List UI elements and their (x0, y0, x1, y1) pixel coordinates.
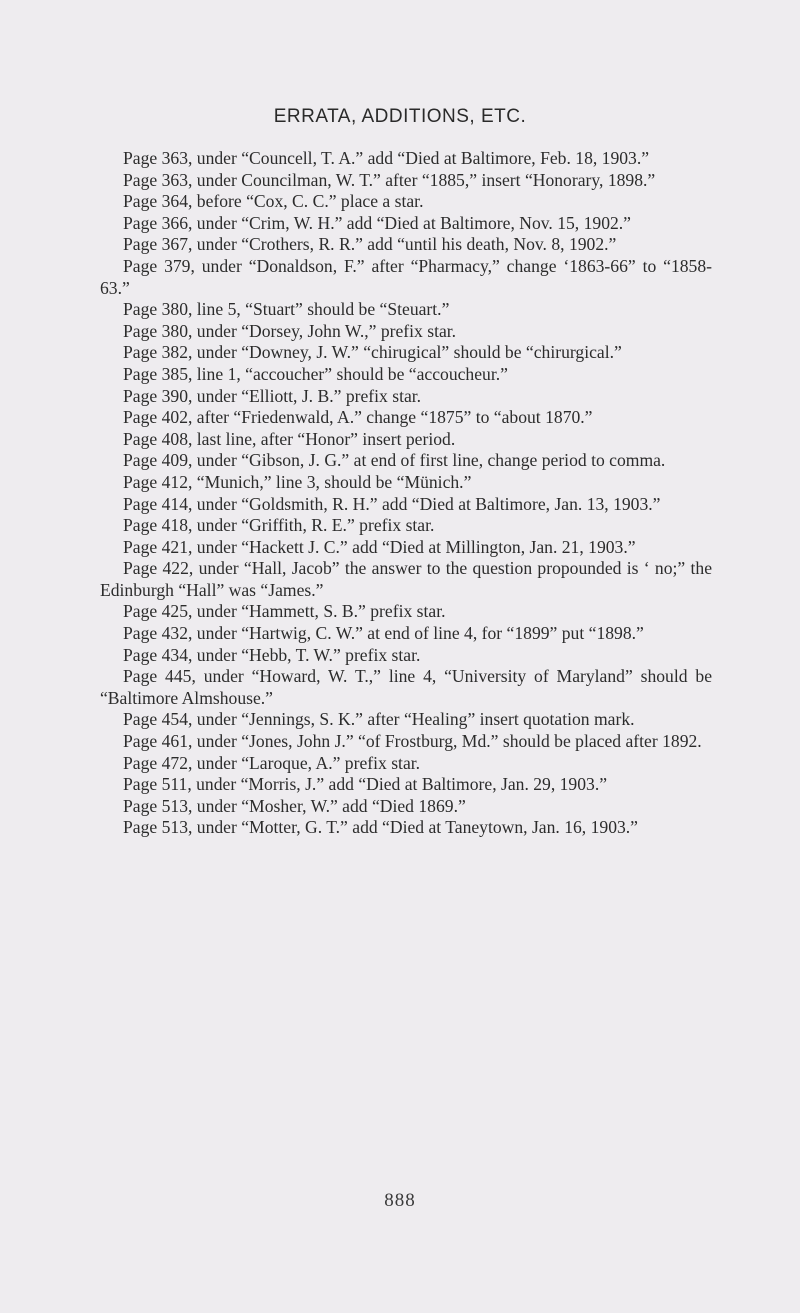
errata-entry: Page 379, under “Donaldson, F.” after “Pharmacy,” change ‘1863-66” to “1858-63.” (100, 255, 712, 298)
errata-entry: Page 364, before “Cox, C. C.” place a star. (123, 191, 424, 212)
errata-entry: Page 513, under “Motter, G. T.” add “Died at Taneytown, Jan. 16, 1903.” (123, 817, 638, 838)
errata-entry: Page 414, under “Goldsmith, R. H.” add “Died at Baltimore, Jan. 13, 1903.” (123, 493, 661, 514)
running-head: ERRATA, ADDITIONS, ETC. (273, 106, 527, 127)
errata-entry: Page 380, line 5, “Stuart” should be “Steuart.” (123, 299, 450, 320)
errata-entry: Page 367, under “Crothers, R. R.” add “until his death, Nov. 8, 1902.” (123, 234, 617, 255)
errata-entry: Page 434, under “Hebb, T. W.” prefix star. (123, 644, 421, 665)
errata-entry: Page 418, under “Griffith, R. E.” prefix star. (123, 515, 435, 536)
errata-entry: Page 513, under “Mosher, W.” add “Died 1869.” (123, 795, 466, 816)
errata-entry: Page 385, line 1, “accoucher” should be “accoucheur.” (123, 363, 508, 384)
errata-entry: Page 366, under “Crim, W. H.” add “Died at Baltimore, Nov. 15, 1902.” (123, 212, 631, 233)
errata-entry: Page 461, under “Jones, John J.” “of Frostburg, Md.” should be placed after 1892. (123, 731, 702, 752)
errata-entry: Page 412, “Munich,” line 3, should be “Münich.” (123, 471, 472, 492)
errata-entry: Page 472, under “Laroque, A.” prefix star. (123, 752, 421, 773)
errata-entry: Page 382, under “Downey, J. W.” “chirugical” should be “chirurgical.” (123, 342, 622, 363)
errata-entry: Page 422, under “Hall, Jacob” the answer to the question propounded is ‘ no;” the Edinburgh “Hall” was “James.” (100, 558, 712, 600)
errata-entry: Page 421, under “Hackett J. C.” add “Died at Millington, Jan. 21, 1903.” (123, 536, 636, 557)
errata-entry: Page 380, under “Dorsey, John W.,” prefix star. (123, 320, 457, 341)
errata-entry: Page 425, under “Hammett, S. B.” prefix star. (123, 601, 446, 622)
errata-entry: Page 454, under “Jennings, S. K.” after “Healing” insert quotation mark. (123, 709, 635, 730)
errata-entry: Page 402, after “Friedenwald, A.” change “1875” to “about 1870.” (123, 407, 593, 428)
errata-entry: Page 432, under “Hartwig, C. W.” at end of line 4, for “1899” put “1898.” (123, 623, 644, 644)
errata-entry: Page 408, last line, after “Honor” insert period. (123, 428, 456, 449)
errata-entry: Page 363, under Councilman, W. T.” after “1885,” insert “Honorary, 1898.” (123, 169, 656, 190)
errata-entry: Page 363, under “Councell, T. A.” add “Died at Baltimore, Feb. 18, 1903.” (123, 148, 650, 168)
errata-entry: Page 390, under “Elliott, J. B.” prefix star. (123, 385, 422, 406)
errata-entry: Page 409, under “Gibson, J. G.” at end of first line, change period to comma. (123, 450, 666, 471)
page-number: 888 (384, 1190, 416, 1211)
errata-entry: Page 511, under “Morris, J.” add “Died at Baltimore, Jan. 29, 1903.” (123, 774, 608, 795)
errata-list (100, 148, 712, 839)
errata-entry: Page 445, under “Howard, W. T.,” line 4, “University of Maryland” should be “Baltimore Almshouse.” (100, 666, 712, 708)
